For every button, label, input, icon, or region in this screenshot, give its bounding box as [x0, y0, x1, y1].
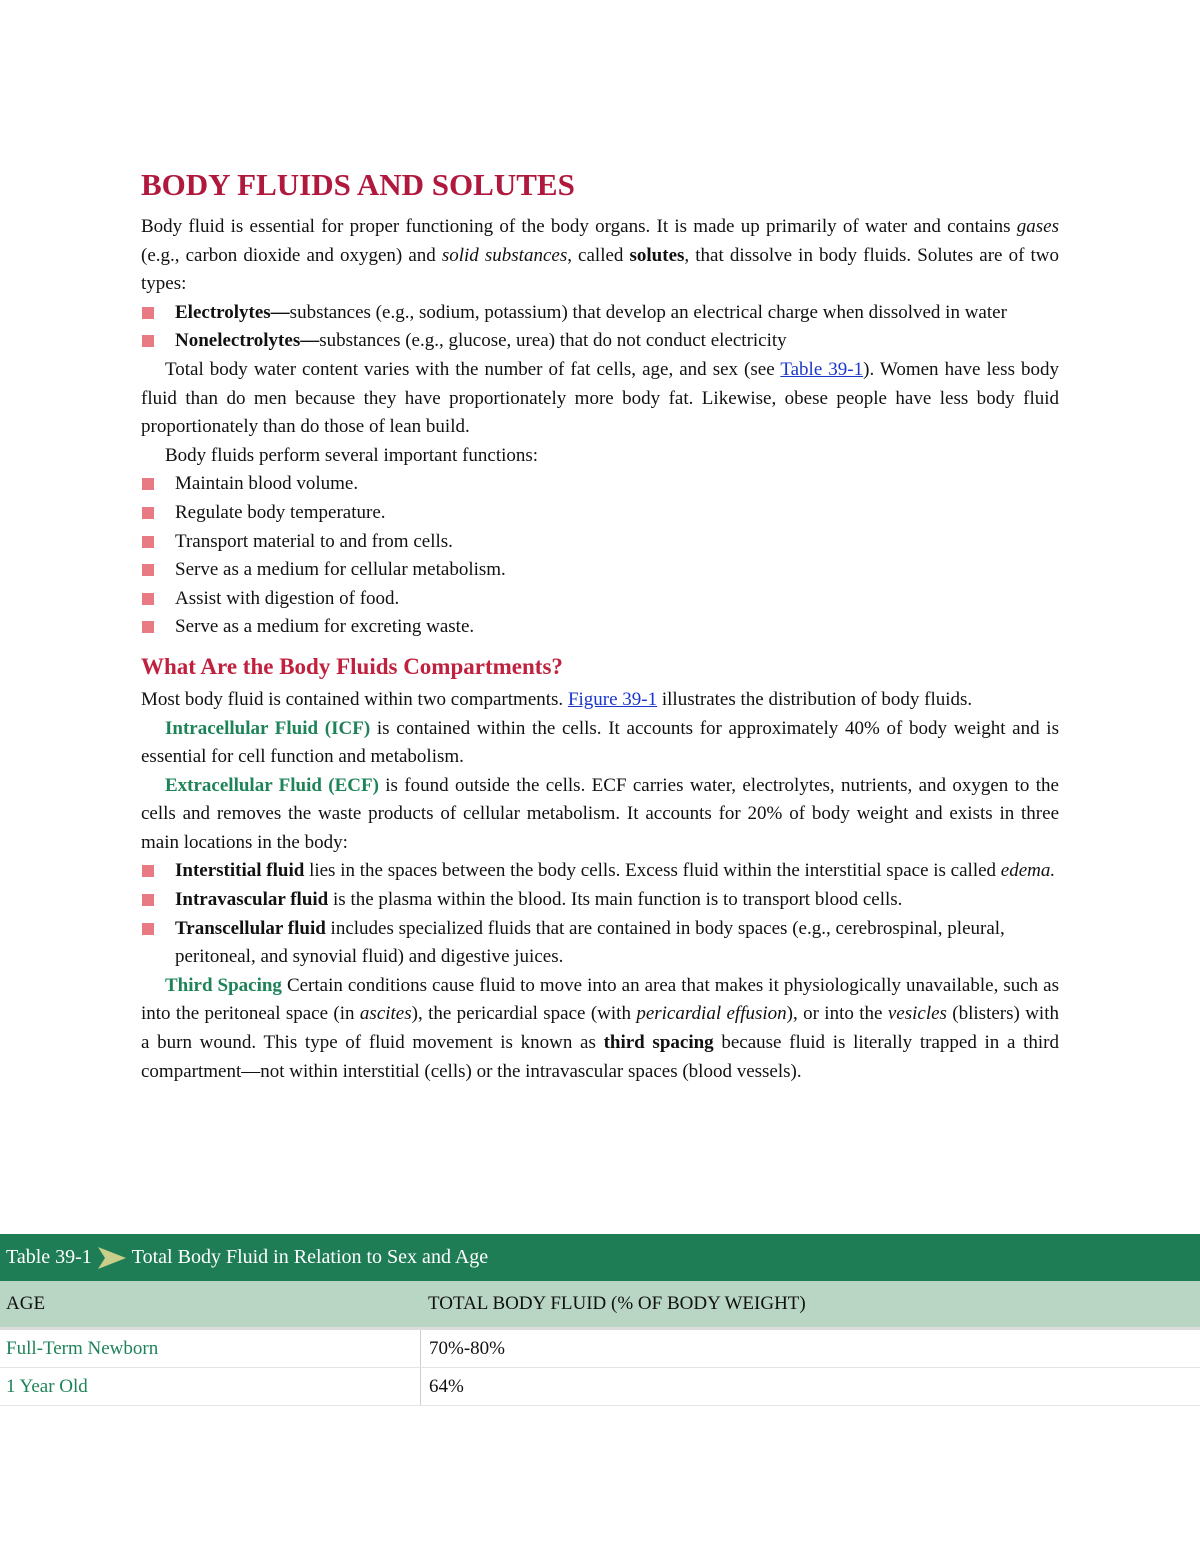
bold-third-spacing: third spacing: [603, 1032, 714, 1054]
table-label: Table 39-1: [6, 1246, 92, 1268]
list-item-text: Serve as a medium for cellular metabolism.: [175, 559, 506, 581]
square-bullet-icon: [142, 536, 154, 548]
ecf-term: Extracellular Fluid (ECF): [165, 774, 379, 796]
list-item: [141, 327, 1059, 356]
list-item-text: Serve as a medium for excreting waste.: [175, 616, 475, 638]
table-title: Total Body Fluid in Relation to Sex and Age: [131, 1246, 489, 1268]
list-item-term: Transcellular fluid: [175, 917, 326, 939]
intro-text: , called: [567, 244, 630, 266]
third-spacing-paragraph: [141, 972, 1059, 1086]
emphasis-ascites: ascites: [359, 1003, 412, 1025]
figure-39-1-link[interactable]: Figure 39-1: [567, 688, 658, 710]
square-bullet-icon: [142, 894, 154, 906]
square-bullet-icon: [142, 478, 154, 490]
column-header-age: AGE: [6, 1293, 46, 1314]
solute-types-list: [141, 299, 1059, 356]
intro-paragraph: [141, 213, 1059, 299]
water-content-paragraph: [141, 356, 1059, 442]
table-row: [0, 1368, 1200, 1406]
list-item-term: Interstitial fluid: [175, 860, 305, 882]
column-header-total-body-fluid: TOTAL BODY FLUID (% OF BODY WEIGHT): [428, 1293, 806, 1314]
square-bullet-icon: [142, 923, 154, 935]
list-item: [141, 585, 1059, 614]
list-item: [141, 470, 1059, 499]
list-item-text: substances (e.g., sodium, potassium) that develop an electrical charge when dissolved in water: [289, 301, 1007, 323]
list-item-emphasis: edema.: [1000, 860, 1056, 882]
list-item-text: includes specialized fluids that are contained in body spaces (e.g., cerebrospinal, pleural, peritoneal, and synovial fluid) and digestive juices.: [175, 917, 1005, 968]
emphasis-vesicles: vesicles: [887, 1003, 947, 1025]
third-spacing-term: Third Spacing: [165, 974, 282, 996]
list-item-text: substances (e.g., glucose, urea) that do not conduct electricity: [319, 330, 787, 352]
square-bullet-icon: [142, 307, 154, 319]
icf-term: Intracellular Fluid (ICF): [165, 717, 371, 739]
paragraph-text: ), or into the: [786, 1003, 888, 1025]
paragraph-text: Most body fluid is contained within two compartments.: [141, 688, 568, 710]
square-bullet-icon: [142, 593, 154, 605]
table-cell-fluid: 64%: [420, 1368, 1200, 1405]
list-item-text: Maintain blood volume.: [175, 473, 359, 495]
arrow-icon: [96, 1245, 128, 1271]
list-item: [141, 915, 1059, 972]
list-item-text: Transport material to and from cells.: [175, 530, 453, 552]
list-item: [141, 299, 1059, 328]
square-bullet-icon: [142, 865, 154, 877]
intro-text: Body fluid is essential for proper functioning of the body organs. It is made up primarily of water and contains: [141, 216, 1017, 237]
icf-paragraph: [141, 715, 1059, 772]
table-cell-age: Full-Term Newborn: [6, 1337, 159, 1359]
table-title-bar: [0, 1234, 1200, 1281]
table-cell-age: 1 Year Old: [6, 1375, 88, 1397]
list-item-term: Nonelectrolytes—: [175, 330, 320, 352]
table-header-row: [0, 1281, 1200, 1327]
functions-list: [141, 470, 1059, 642]
table-39-1: [0, 1234, 1200, 1406]
list-item-text: is the plasma within the blood. Its main function is to transport blood cells.: [328, 889, 903, 911]
paragraph-text: is found outside the cells. ECF carries water, electrolytes, nutrients, and oxygen to the cells and removes the waste products of cellular metabolism. It accounts for 20% of body weight and exists in three main locations in the body:: [141, 774, 1059, 853]
paragraph-text: because fluid is literally trapped in a third compartment—not within interstitial (cells) or the intravascular spaces (blood vessels).: [141, 1032, 1059, 1082]
square-bullet-icon: [142, 335, 154, 347]
list-item-text: lies in the spaces between the body cells. Excess fluid within the interstitial space is called: [304, 860, 1001, 882]
list-item-text: Assist with digestion of food.: [175, 587, 400, 609]
emphasis-pericardial-effusion: pericardial effusion: [636, 1003, 787, 1025]
list-item: [141, 528, 1059, 557]
list-item: [141, 857, 1059, 886]
paragraph-text: ). Women have less body fluid than do men because they have proportionately more body fat. Likewise, obese people have less body fluid proportionately than do those of lean build.: [141, 358, 1059, 438]
list-item-term: Intravascular fluid: [175, 889, 329, 911]
ecf-paragraph: [141, 772, 1059, 858]
list-item: [141, 613, 1059, 642]
list-item: [141, 556, 1059, 585]
intro-gases: gases: [1016, 216, 1059, 237]
paragraph-text: is contained within the cells. It accounts for approximately 40% of body weight and is essential for cell function and metabolism.: [141, 717, 1059, 768]
paragraph-text: Total body water content varies with the number of fat cells, age, and sex (see: [165, 358, 781, 380]
square-bullet-icon: [142, 507, 154, 519]
locations-list: [141, 857, 1059, 971]
square-bullet-icon: [142, 564, 154, 576]
square-bullet-icon: [142, 621, 154, 633]
functions-intro: Body fluids perform several important functions:: [165, 444, 539, 466]
list-item-text: Regulate body temperature.: [175, 501, 386, 523]
list-item: [141, 499, 1059, 528]
paragraph-text: ), the pericardial space (with: [411, 1003, 637, 1025]
intro-solid-substances: solid substances: [441, 244, 568, 266]
paragraph-text: Certain conditions cause fluid to move into an area that makes it physiologically unavailable, such as into the peritoneal space (in: [141, 974, 1059, 1025]
table-cell-fluid: 70%-80%: [420, 1330, 1200, 1367]
intro-text: , that dissolve in body fluids. Solutes are of two types:: [141, 244, 1059, 295]
table-row: [0, 1327, 1200, 1368]
paragraph-text: illustrates the distribution of body fluids.: [657, 688, 973, 710]
table-39-1-link[interactable]: Table 39-1: [780, 358, 864, 380]
document-body: [141, 163, 1059, 1086]
page-title: BODY FLUIDS AND SOLUTES: [141, 167, 575, 202]
section-heading: What Are the Body Fluids Compartments?: [141, 653, 563, 679]
paragraph-text: (blisters) with a burn wound. This type of fluid movement is known as: [141, 1003, 1059, 1054]
list-item-term: Electrolytes—: [175, 301, 290, 323]
intro-text: (e.g., carbon dioxide and oxygen) and: [141, 244, 442, 266]
list-item: [141, 886, 1059, 915]
compartments-paragraph: [141, 686, 1059, 715]
intro-solutes: solutes: [629, 244, 685, 266]
